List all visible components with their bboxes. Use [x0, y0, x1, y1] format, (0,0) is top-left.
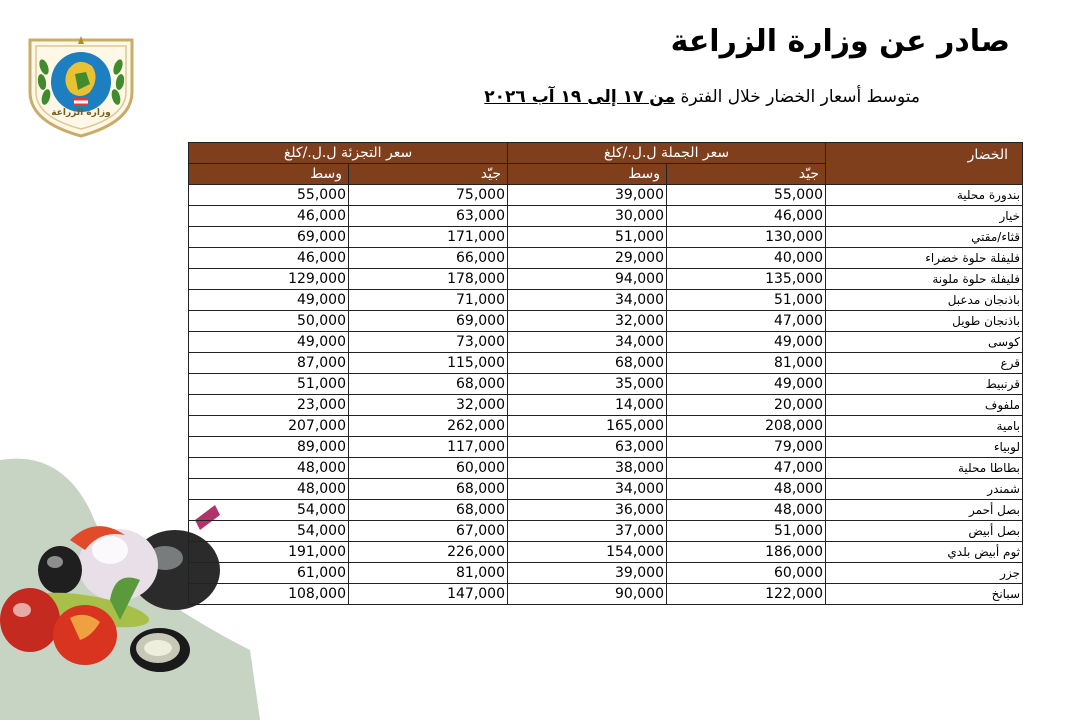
header-category: الخضار: [826, 143, 1023, 185]
cell-retail-medium: 48,000: [189, 458, 349, 479]
cell-retail-medium: 46,000: [189, 248, 349, 269]
cell-wholesale-good: 55,000: [667, 185, 826, 206]
cell-wholesale-medium: 37,000: [508, 521, 667, 542]
cell-retail-medium: 61,000: [189, 563, 349, 584]
logo-caption: وزارة الزراعة: [51, 108, 111, 118]
header-retail-good: جيّد: [349, 164, 508, 185]
cell-vegetable-name: باذنجان طويل: [826, 311, 1023, 332]
table-row: [189, 479, 1023, 500]
cell-vegetable-name: جزر: [826, 563, 1023, 584]
cell-wholesale-medium: 51,000: [508, 227, 667, 248]
table-row: [189, 458, 1023, 479]
cell-retail-good: 226,000: [349, 542, 508, 563]
cell-wholesale-good: 49,000: [667, 332, 826, 353]
cell-retail-medium: 23,000: [189, 395, 349, 416]
cell-retail-medium: 129,000: [189, 269, 349, 290]
cell-retail-medium: 207,000: [189, 416, 349, 437]
cell-wholesale-medium: 29,000: [508, 248, 667, 269]
table-row: [189, 563, 1023, 584]
cell-retail-good: 68,000: [349, 479, 508, 500]
cell-retail-medium: 46,000: [189, 206, 349, 227]
cell-retail-medium: 48,000: [189, 479, 349, 500]
cell-wholesale-medium: 68,000: [508, 353, 667, 374]
cell-wholesale-good: 48,000: [667, 479, 826, 500]
cell-retail-good: 71,000: [349, 290, 508, 311]
cell-vegetable-name: فليفلة حلوة ملونة: [826, 269, 1023, 290]
table-row: [189, 185, 1023, 206]
table-row: [189, 584, 1023, 605]
cell-retail-good: 67,000: [349, 521, 508, 542]
cell-vegetable-name: باذنجان مدعبل: [826, 290, 1023, 311]
cell-retail-good: 68,000: [349, 374, 508, 395]
cell-wholesale-good: 60,000: [667, 563, 826, 584]
cell-retail-good: 32,000: [349, 395, 508, 416]
cell-vegetable-name: فليفلة حلوة خضراء: [826, 248, 1023, 269]
cell-wholesale-good: 130,000: [667, 227, 826, 248]
table-row: [189, 248, 1023, 269]
cell-wholesale-good: 46,000: [667, 206, 826, 227]
cell-retail-good: 262,000: [349, 416, 508, 437]
cell-retail-medium: 54,000: [189, 500, 349, 521]
cell-vegetable-name: بندورة محلية: [826, 185, 1023, 206]
cell-retail-medium: 69,000: [189, 227, 349, 248]
table-row: [189, 416, 1023, 437]
cell-vegetable-name: بطاطا محلية: [826, 458, 1023, 479]
cell-vegetable-name: ثوم أبيض بلدي: [826, 542, 1023, 563]
cell-wholesale-medium: 165,000: [508, 416, 667, 437]
cell-retail-good: 117,000: [349, 437, 508, 458]
cell-wholesale-medium: 30,000: [508, 206, 667, 227]
subtitle-period: من ١٧ إلى ١٩ آب ٢٠٢٦: [484, 87, 676, 107]
cell-retail-good: 69,000: [349, 311, 508, 332]
table-row: [189, 269, 1023, 290]
cell-wholesale-medium: 35,000: [508, 374, 667, 395]
cell-retail-medium: 54,000: [189, 521, 349, 542]
table-row: [189, 332, 1023, 353]
table-row: [189, 311, 1023, 332]
cell-wholesale-good: 81,000: [667, 353, 826, 374]
header-retail: سعر التجزئة ل.ل./كلغ: [189, 143, 508, 164]
cell-wholesale-medium: 34,000: [508, 479, 667, 500]
cell-vegetable-name: سبانخ: [826, 584, 1023, 605]
cell-retail-good: 63,000: [349, 206, 508, 227]
cell-vegetable-name: ملفوف: [826, 395, 1023, 416]
cell-retail-medium: 49,000: [189, 332, 349, 353]
header-retail-medium: وسط: [189, 164, 349, 185]
page-title: صادر عن وزارة الزراعة: [670, 24, 1010, 59]
cell-wholesale-good: 49,000: [667, 374, 826, 395]
cell-vegetable-name: بصل أحمر: [826, 500, 1023, 521]
table-row: [189, 542, 1023, 563]
subtitle-lead: متوسط أسعار الخضار خلال الفترة: [680, 87, 920, 107]
cell-wholesale-medium: 36,000: [508, 500, 667, 521]
cell-retail-good: 66,000: [349, 248, 508, 269]
prices-table: [188, 142, 1023, 605]
cell-wholesale-medium: 39,000: [508, 185, 667, 206]
cell-retail-medium: 49,000: [189, 290, 349, 311]
table-row: [189, 500, 1023, 521]
cell-wholesale-good: 51,000: [667, 290, 826, 311]
table-row: [189, 353, 1023, 374]
cell-wholesale-good: 47,000: [667, 311, 826, 332]
cell-retail-medium: 191,000: [189, 542, 349, 563]
table-row: [189, 374, 1023, 395]
table-row: [189, 290, 1023, 311]
cell-vegetable-name: قرع: [826, 353, 1023, 374]
cell-vegetable-name: قثاء/مقتي: [826, 227, 1023, 248]
cell-vegetable-name: بامية: [826, 416, 1023, 437]
table-row: [189, 206, 1023, 227]
cell-retail-good: 60,000: [349, 458, 508, 479]
ministry-logo: [20, 22, 142, 138]
cell-retail-medium: 89,000: [189, 437, 349, 458]
table-row: [189, 521, 1023, 542]
header-wholesale-medium: وسط: [508, 164, 667, 185]
cell-retail-good: 75,000: [349, 185, 508, 206]
cell-wholesale-medium: 90,000: [508, 584, 667, 605]
table-row: [189, 227, 1023, 248]
cell-retail-medium: 50,000: [189, 311, 349, 332]
cell-wholesale-good: 51,000: [667, 521, 826, 542]
cell-wholesale-medium: 14,000: [508, 395, 667, 416]
cell-retail-good: 73,000: [349, 332, 508, 353]
table-body: [189, 185, 1023, 605]
cell-wholesale-medium: 38,000: [508, 458, 667, 479]
cell-wholesale-medium: 32,000: [508, 311, 667, 332]
cell-retail-medium: 108,000: [189, 584, 349, 605]
cell-retail-good: 81,000: [349, 563, 508, 584]
table-row: [189, 437, 1023, 458]
cell-retail-good: 147,000: [349, 584, 508, 605]
cell-wholesale-good: 20,000: [667, 395, 826, 416]
cell-wholesale-medium: 154,000: [508, 542, 667, 563]
cell-wholesale-medium: 34,000: [508, 332, 667, 353]
cell-wholesale-good: 122,000: [667, 584, 826, 605]
cell-wholesale-medium: 63,000: [508, 437, 667, 458]
cell-retail-good: 115,000: [349, 353, 508, 374]
page-subtitle: [484, 87, 920, 107]
table-row: [189, 395, 1023, 416]
cell-wholesale-good: 79,000: [667, 437, 826, 458]
cell-vegetable-name: بصل أبيض: [826, 521, 1023, 542]
cell-vegetable-name: قرنبيط: [826, 374, 1023, 395]
cell-retail-medium: 51,000: [189, 374, 349, 395]
cell-retail-good: 171,000: [349, 227, 508, 248]
cell-wholesale-good: 135,000: [667, 269, 826, 290]
cell-retail-good: 178,000: [349, 269, 508, 290]
cell-wholesale-medium: 94,000: [508, 269, 667, 290]
cell-wholesale-good: 208,000: [667, 416, 826, 437]
cell-wholesale-good: 47,000: [667, 458, 826, 479]
cell-retail-medium: 87,000: [189, 353, 349, 374]
header-wholesale: سعر الجملة ل.ل./كلغ: [508, 143, 826, 164]
cell-retail-medium: 55,000: [189, 185, 349, 206]
cell-wholesale-good: 40,000: [667, 248, 826, 269]
cell-wholesale-good: 48,000: [667, 500, 826, 521]
cell-vegetable-name: لوبياء: [826, 437, 1023, 458]
cell-vegetable-name: كوسى: [826, 332, 1023, 353]
cell-wholesale-medium: 34,000: [508, 290, 667, 311]
cell-retail-good: 68,000: [349, 500, 508, 521]
cell-wholesale-good: 186,000: [667, 542, 826, 563]
cell-vegetable-name: شمندر: [826, 479, 1023, 500]
cell-vegetable-name: خيار: [826, 206, 1023, 227]
header-wholesale-good: جيّد: [667, 164, 826, 185]
cell-wholesale-medium: 39,000: [508, 563, 667, 584]
